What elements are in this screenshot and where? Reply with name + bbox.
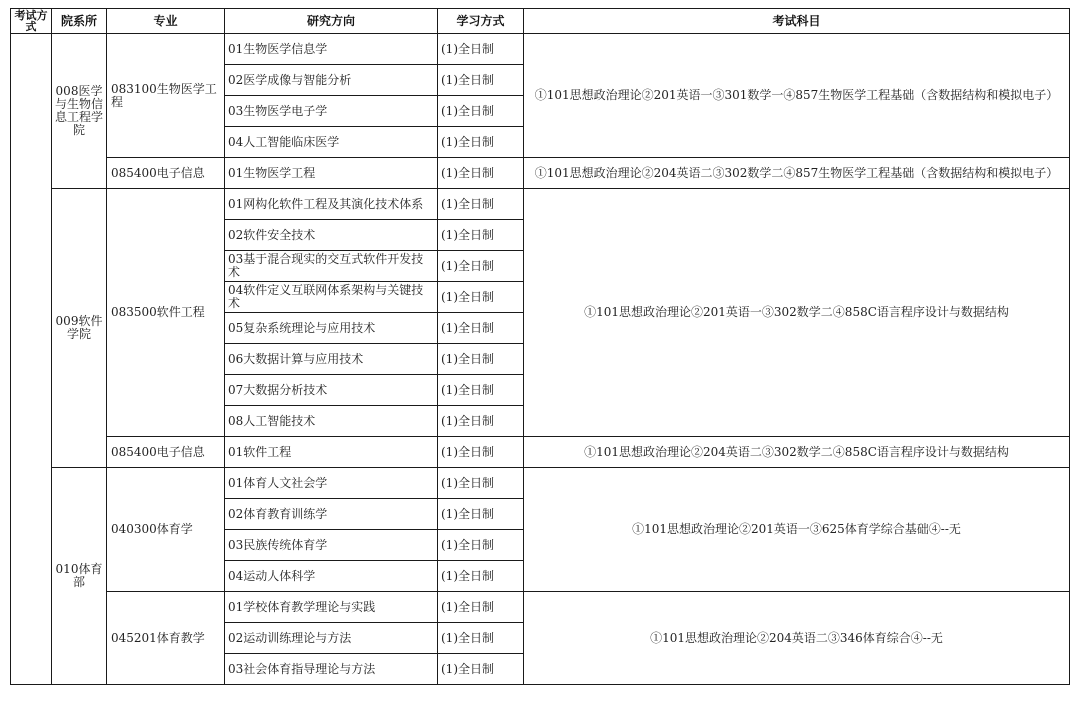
study-mode-cell: (1)全日制: [438, 406, 524, 437]
direction-cell: 07大数据分析技术: [225, 375, 438, 406]
subjects-cell: ①101思想政治理论②201英语一③301数学一④857生物医学工程基础（含数据结构和模拟电子）: [524, 34, 1070, 158]
study-mode-cell: (1)全日制: [438, 592, 524, 623]
study-mode-cell: (1)全日制: [438, 127, 524, 158]
direction-cell: 03基于混合现实的交互式软件开发技术: [225, 251, 438, 282]
study-mode-cell: (1)全日制: [438, 189, 524, 220]
direction-cell: 01体育人文社会学: [225, 468, 438, 499]
direction-cell: 02软件安全技术: [225, 220, 438, 251]
department-cell: 008医学与生物信息工程学院: [52, 34, 107, 189]
direction-cell: 03生物医学电子学: [225, 96, 438, 127]
study-mode-cell: (1)全日制: [438, 623, 524, 654]
direction-cell: 01软件工程: [225, 437, 438, 468]
study-mode-cell: (1)全日制: [438, 34, 524, 65]
direction-cell: 08人工智能技术: [225, 406, 438, 437]
subjects-cell: ①101思想政治理论②201英语一③625体育学综合基础④--无: [524, 468, 1070, 592]
direction-cell: 03民族传统体育学: [225, 530, 438, 561]
major-cell: 085400电子信息: [107, 437, 225, 468]
direction-cell: 01生物医学工程: [225, 158, 438, 189]
direction-cell: 01学校体育教学理论与实践: [225, 592, 438, 623]
department-cell: 009软件学院: [52, 189, 107, 468]
direction-cell: 02体育教育训练学: [225, 499, 438, 530]
header-department: 院系所: [52, 9, 107, 34]
subjects-cell: ①101思想政治理论②204英语二③302数学二④858C语言程序设计与数据结构: [524, 437, 1070, 468]
header-subjects: 考试科目: [524, 9, 1070, 34]
exam-mode-cell: [11, 34, 52, 685]
department-cell: 010体育部: [52, 468, 107, 685]
direction-cell: 04运动人体科学: [225, 561, 438, 592]
subjects-cell: ①101思想政治理论②204英语二③302数学二④857生物医学工程基础（含数据结构和模拟电子）: [524, 158, 1070, 189]
study-mode-cell: (1)全日制: [438, 654, 524, 685]
header-major: 专业: [107, 9, 225, 34]
direction-cell: 04人工智能临床医学: [225, 127, 438, 158]
major-cell: 083100生物医学工程: [107, 34, 225, 158]
subjects-cell: ①101思想政治理论②204英语二③346体育综合④--无: [524, 592, 1070, 685]
direction-cell: 04软件定义互联网体系架构与关键技术: [225, 282, 438, 313]
direction-cell: 06大数据计算与应用技术: [225, 344, 438, 375]
study-mode-cell: (1)全日制: [438, 468, 524, 499]
subjects-cell: ①101思想政治理论②201英语一③302数学二④858C语言程序设计与数据结构: [524, 189, 1070, 437]
direction-cell: 02医学成像与智能分析: [225, 65, 438, 96]
direction-cell: 01网构化软件工程及其演化技术体系: [225, 189, 438, 220]
study-mode-cell: (1)全日制: [438, 499, 524, 530]
study-mode-cell: (1)全日制: [438, 96, 524, 127]
study-mode-cell: (1)全日制: [438, 65, 524, 96]
admissions-catalog-table: [10, 8, 1070, 685]
major-cell: 085400电子信息: [107, 158, 225, 189]
study-mode-cell: (1)全日制: [438, 375, 524, 406]
header-direction: 研究方向: [225, 9, 438, 34]
header-study-mode: 学习方式: [438, 9, 524, 34]
direction-cell: 02运动训练理论与方法: [225, 623, 438, 654]
direction-cell: 01生物医学信息学: [225, 34, 438, 65]
study-mode-cell: (1)全日制: [438, 561, 524, 592]
study-mode-cell: (1)全日制: [438, 251, 524, 282]
direction-cell: 05复杂系统理论与应用技术: [225, 313, 438, 344]
header-exam-mode: 考试方式: [11, 9, 52, 34]
study-mode-cell: (1)全日制: [438, 313, 524, 344]
direction-cell: 03社会体育指导理论与方法: [225, 654, 438, 685]
major-cell: 083500软件工程: [107, 189, 225, 437]
study-mode-cell: (1)全日制: [438, 158, 524, 189]
study-mode-cell: (1)全日制: [438, 530, 524, 561]
major-cell: 045201体育教学: [107, 592, 225, 685]
study-mode-cell: (1)全日制: [438, 437, 524, 468]
study-mode-cell: (1)全日制: [438, 282, 524, 313]
study-mode-cell: (1)全日制: [438, 220, 524, 251]
major-cell: 040300体育学: [107, 468, 225, 592]
study-mode-cell: (1)全日制: [438, 344, 524, 375]
